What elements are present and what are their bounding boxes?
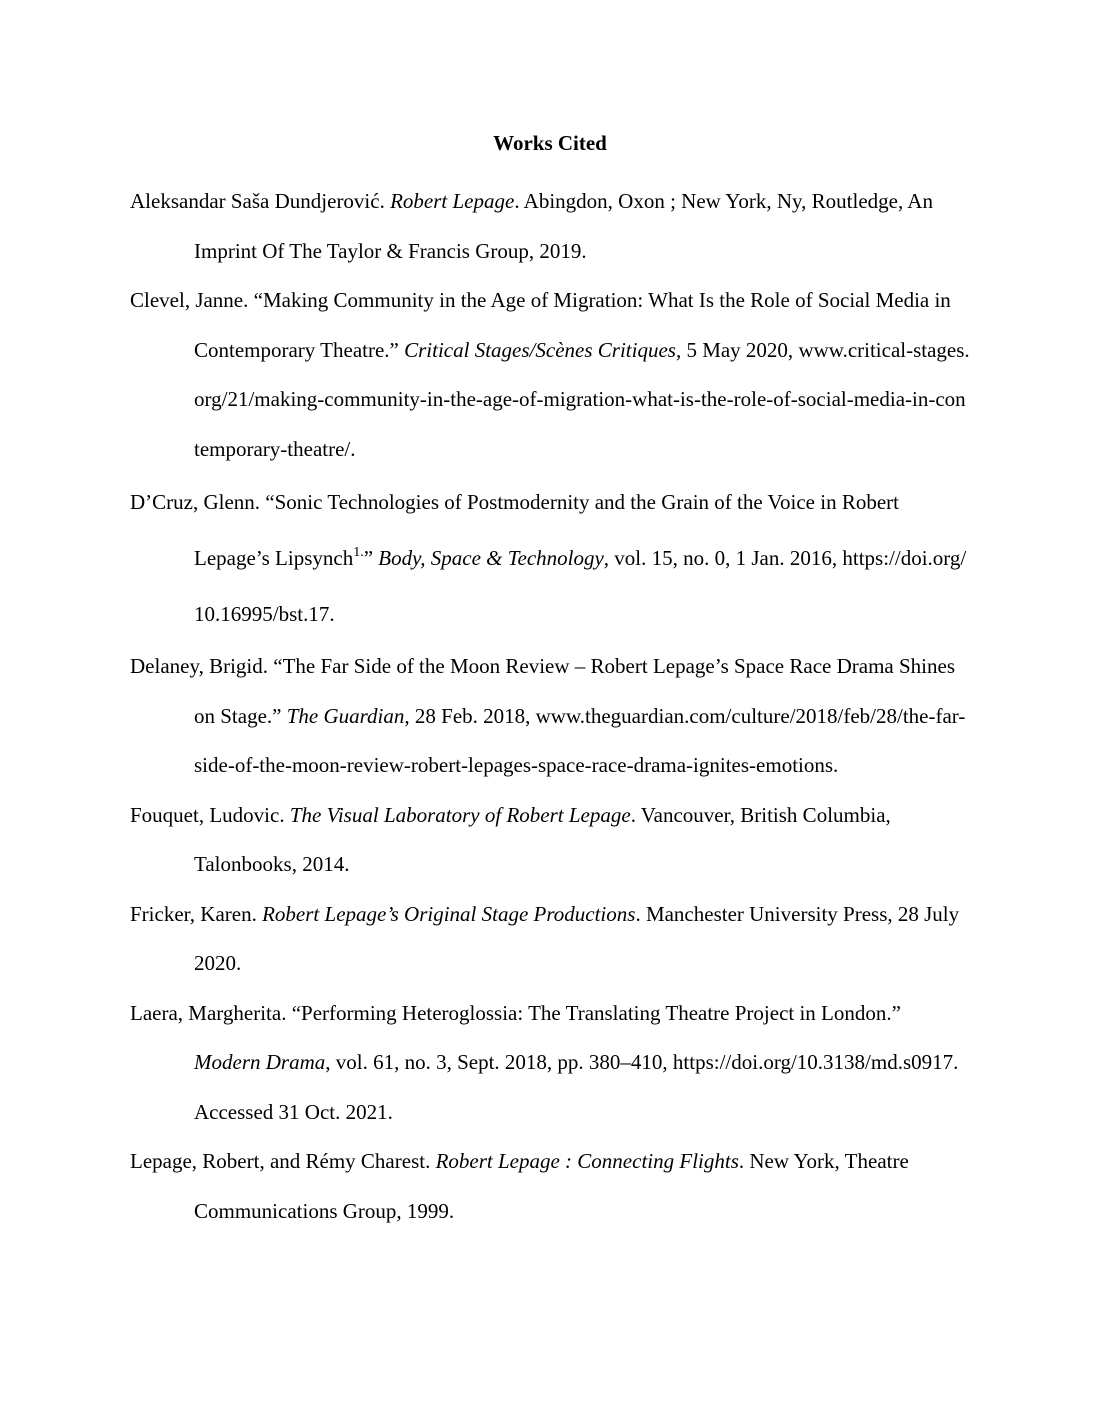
citation-text: , vol. 15, no. 0, 1 Jan. 2016, xyxy=(603,546,838,570)
citation-entry xyxy=(130,276,970,474)
citation-entry xyxy=(130,474,970,642)
citation-text: Fouquet, Ludovic. xyxy=(130,802,290,827)
citation-title: Modern Drama xyxy=(194,1050,326,1074)
citation-title: The Visual Laboratory of Robert Lepage xyxy=(289,802,631,827)
citation-text: . New York, Theatre Communications Group, 1999. xyxy=(194,1149,909,1223)
citation-text: Laera, Margherita. “Performing Heteroglossia: The Translating Theatre Project in London.” xyxy=(130,1000,901,1025)
citation-entry xyxy=(130,989,970,1138)
citation-text: . Abingdon, Oxon ; New York, Ny, Routledge, An Imprint Of The Taylor & Francis Group, 2019. xyxy=(194,189,933,263)
citation-text: Fricker, Karen. xyxy=(130,901,263,926)
page-title: Works Cited xyxy=(493,131,607,155)
citation-text: , vol. 61, no. 3, Sept. 2018, pp. 380–410, xyxy=(325,1050,668,1074)
citation-title: Robert Lepage xyxy=(390,189,515,213)
citation-text: Aleksandar Saša Dundjerović. xyxy=(130,189,391,213)
citation-url[interactable]: www.critical-stages.org/21/making-community-in-the-age-of-migration-what-is-the-role-of-social-media-in-contemporary-theatre/. xyxy=(194,337,970,461)
citation-text: Lepage, Robert, and Rémy Charest. xyxy=(130,1149,436,1173)
citation-text: D’Cruz, Glenn. “Sonic Technologies of Postmodernity and the Grain of the Voice in Robert Lepage’s Lipsynch xyxy=(130,490,899,570)
citation-url[interactable]: www.theguardian.com/culture/2018/feb/28/the-far-side-of-the-moon-review-robert-lepages-space-race-drama-ignites-emotions. xyxy=(194,703,966,777)
citation-text: ” xyxy=(363,546,379,570)
citation-title: Robert Lepage : Connecting Flights xyxy=(435,1149,739,1173)
citation-url[interactable]: https://doi.org/10.3138/md.s0917. Accessed 31 Oct. 2021. xyxy=(194,1050,959,1124)
citation-text: , 5 May 2020, xyxy=(675,337,794,362)
citation-text: . Vancouver, British Columbia, Talonbooks, 2014. xyxy=(194,802,891,876)
citation-title: Critical Stages/Scènes Critiques xyxy=(404,337,676,362)
citation-text: Delaney, Brigid. “The Far Side of the Moon Review – Robert Lepage’s Space Race Drama Shines on Stage.” xyxy=(130,654,955,728)
citation-text: Clevel, Janne. “Making Community in the Age of Migration: What Is the Role of Social Media in Contemporary Theatre.” xyxy=(130,288,951,362)
citation-entry xyxy=(130,177,970,276)
citation-entry xyxy=(130,890,970,989)
citation-url[interactable]: https://doi.org/10.16995/bst.17. xyxy=(194,546,967,626)
citation-entry xyxy=(130,791,970,890)
citation-entry xyxy=(130,642,970,791)
citation-text: , 28 Feb. 2018, xyxy=(404,703,531,728)
citation-text: . Manchester University Press, 28 July 2020. xyxy=(194,901,960,975)
citation-title: Body, Space & Technology xyxy=(378,546,604,570)
works-cited-list xyxy=(130,177,970,1236)
citation-entry xyxy=(130,1137,970,1236)
footnote-marker: 1. xyxy=(353,545,364,560)
citation-title: The Guardian xyxy=(286,703,405,728)
citation-title: Robert Lepage’s Original Stage Productions xyxy=(262,901,636,926)
